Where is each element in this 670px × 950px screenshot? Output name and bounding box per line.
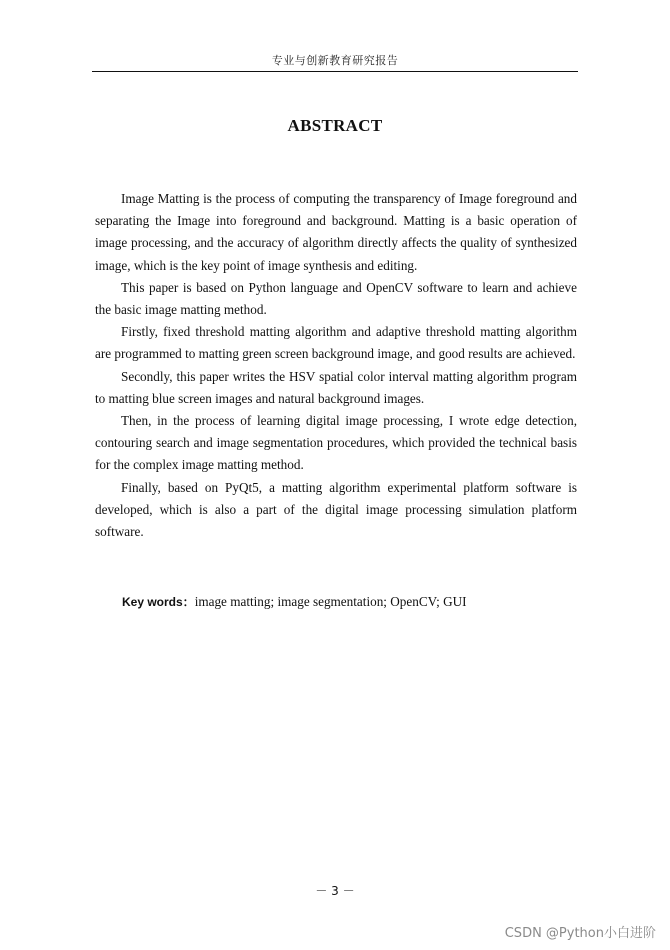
keywords-line bbox=[122, 593, 467, 610]
abstract-body bbox=[95, 188, 577, 543]
abstract-paragraph: Firstly, fixed threshold matting algorithm and adaptive threshold matting algorithm are programmed to matting green screen background image, and good results are achieved. bbox=[95, 324, 577, 362]
abstract-paragraph: Image Matting is the process of computing the transparency of Image foreground and separating the Image into foreground and background. Matting is a basic operation of image processing, and the accuracy of algorithm directly affects the quality of synthesized image, which is the key point of image synthesis and editing. bbox=[95, 191, 577, 273]
header-divider bbox=[92, 71, 578, 72]
page-number: － 3 － bbox=[315, 884, 355, 898]
abstract-paragraph: Secondly, this paper writes the HSV spatial color interval matting algorithm program to matting blue screen images and natural background images. bbox=[95, 368, 577, 406]
keywords-value: image matting; image segmentation; OpenCV; GUI bbox=[194, 594, 467, 609]
abstract-paragraph: Then, in the process of learning digital image processing, I wrote edge detection, contouring search and image segmentation procedures, which provided the technical basis for the complex image matting method. bbox=[95, 413, 577, 473]
keywords-label: Key words： bbox=[122, 595, 195, 609]
abstract-paragraph: This paper is based on Python language and OpenCV software to learn and achieve the basic image matting method. bbox=[95, 279, 577, 318]
watermark: CSDN @Python小白进阶 bbox=[504, 926, 656, 941]
abstract-title: ABSTRACT bbox=[287, 116, 383, 135]
abstract-paragraph: Finally, based on PyQt5, a matting algorithm experimental platform software is developed, which is also a part of the digital image processing simulation platform software. bbox=[95, 479, 577, 540]
running-header: 专业与创新教育研究报告 bbox=[271, 54, 399, 67]
